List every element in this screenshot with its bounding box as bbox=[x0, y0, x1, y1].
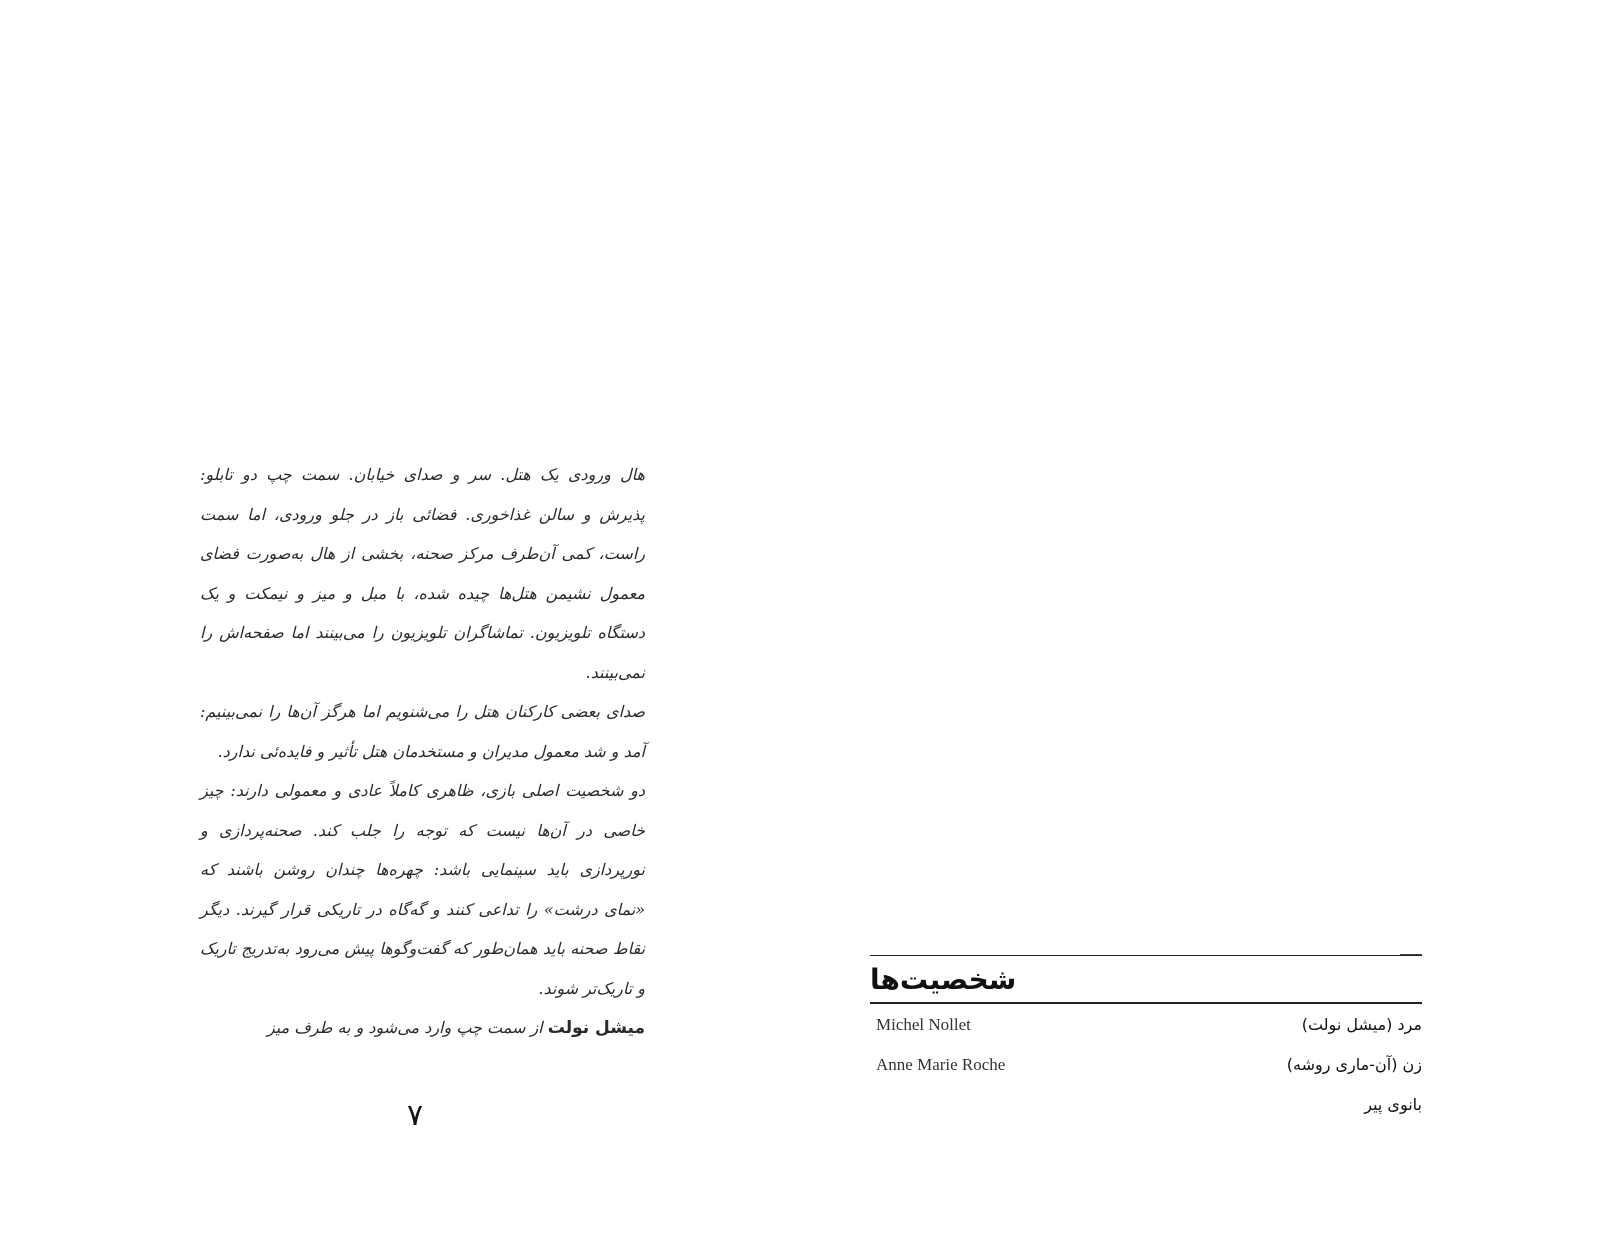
stage-paragraph-3: دو شخصیت اصلی بازی، ظاهری کاملاً عادی و معمولی دارند: چیز خاصی در آن‌ها نیست که توجه را جلب کند. صحنه‌پردازی و نورپردازی باید سینمایی باشد: چهره‌ها چندان روشن باشند که «نمای درشت» را تداعی کنند و گه‌گاه در تاریکی قرار گیرند. دیگر نقاط صحنه باید همان‌طور که گفت‌وگوها پیش می‌رود به‌تدریج تاریک و تاریک‌تر شوند. bbox=[200, 781, 645, 998]
stage-line-text: از سمت چپ وارد می‌شود و به طرف میز bbox=[266, 1018, 548, 1037]
stage-paragraph-1: هال ورودی یک هتل. سر و صدای خیابان. سمت چپ دو تابلو: پذیرش و سالن غذاخوری. فضائی باز در جلو ورودی، اما سمت راست، کمی آن‌طرف مرکز صحنه، بخشی از هال به‌صورت فضای معمول نشیمن هتل‌ها چیده شده، با مبل و میز و نیمکت و یک دستگاه تلویزیون. تماشاگران تلویزیون را می‌بینند اما صفحه‌اش را نمی‌بینند. bbox=[200, 465, 645, 682]
stage-paragraph-2: صدای بعضی کارکنان هتل را می‌شنویم اما هرگز آن‌ها را نمی‌بینیم: آمد و شد معمول مدیران و مستخدمان هتل تأثیر و فایده‌ئی ندارد. bbox=[200, 702, 645, 761]
page-number: ۷ bbox=[406, 1098, 424, 1133]
character-name: میشل نولت bbox=[547, 1018, 645, 1038]
top-rule-extension bbox=[1400, 954, 1422, 955]
stage-paragraph-4 bbox=[200, 1008, 645, 1049]
stage-directions bbox=[200, 455, 645, 1049]
cast-row bbox=[870, 1055, 1422, 1085]
cast-latin-name: Anne Marie Roche bbox=[876, 1055, 1006, 1074]
cast-persian-name: زن (آن-ماری روشه) bbox=[1286, 1055, 1422, 1074]
cast-title: شخصیت‌ها bbox=[870, 963, 1017, 996]
top-rule bbox=[870, 955, 1422, 956]
cast-latin-name: Michel Nollet bbox=[876, 1015, 971, 1034]
bottom-rule bbox=[870, 1002, 1422, 1004]
cast-persian-name: مرد (میشل نولت) bbox=[1301, 1015, 1422, 1034]
cast-persian-name: بانوی پیر bbox=[1364, 1095, 1422, 1114]
cast-row bbox=[870, 1095, 1422, 1125]
cast-row bbox=[870, 1015, 1422, 1045]
